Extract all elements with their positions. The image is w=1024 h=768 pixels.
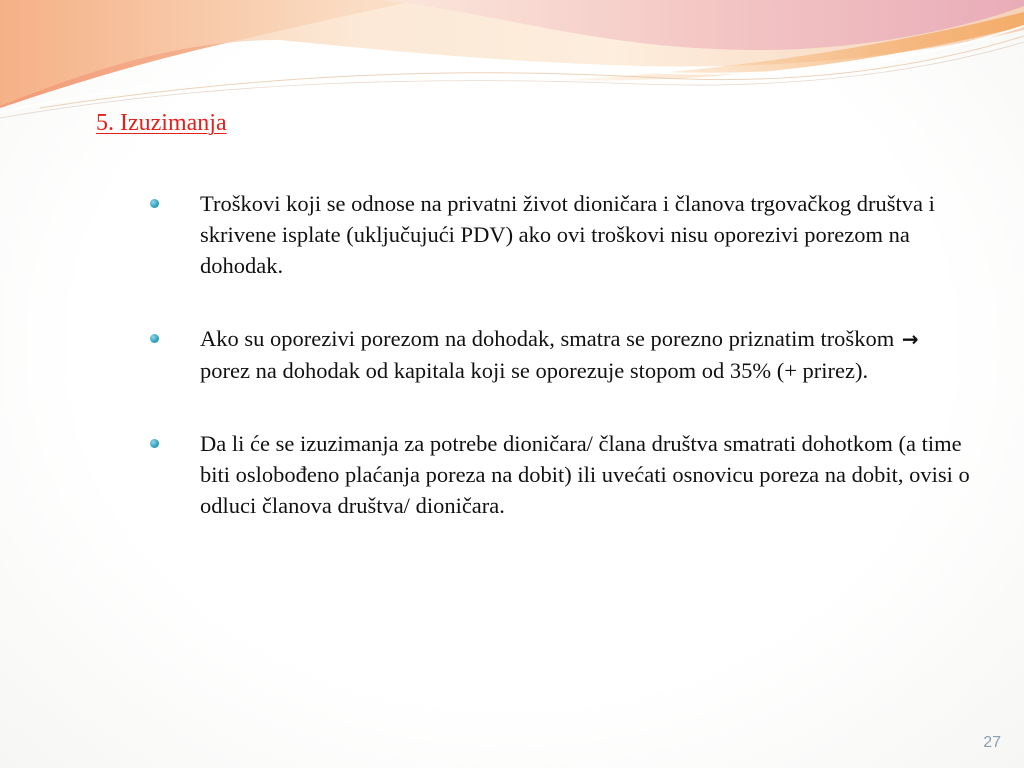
bullet-text: Troškovi koji se odnose na privatni život dioničara i članova trgovačkog društva i skrivene isplate (uključujući PDV) ako ovi troškovi nisu oporezivi porezom na dohodak. <box>200 191 935 278</box>
bullet-dot-icon <box>150 439 159 448</box>
bullet-text: Da li će se izuzimanja za potrebe dioničara/ člana društva smatrati dohotkom (a time biti oslobođeno plaćanja poreza na dobit) ili uvećati osnovicu poreza na dobit, ovisi o odluci članova društva/ dioničara. <box>200 431 970 518</box>
bullet-text: porez na dohodak od kapitala koji se oporezuje stopom od 35% (+ prirez). <box>200 358 869 383</box>
bullet-dot-icon <box>150 199 159 208</box>
page-number: 27 <box>983 734 1001 751</box>
bullet-text: Ako su oporezivi porezom na dohodak, smatra se porezno priznatim troškom <box>200 326 895 351</box>
bullet-item <box>150 188 970 281</box>
bullet-item <box>150 428 970 521</box>
bullet-dot-icon <box>150 334 159 343</box>
right-arrow-icon: → <box>901 327 919 351</box>
bullet-item <box>150 323 970 386</box>
slide-title: 5. Izuzimanja <box>96 110 227 136</box>
bullet-list <box>150 188 970 563</box>
